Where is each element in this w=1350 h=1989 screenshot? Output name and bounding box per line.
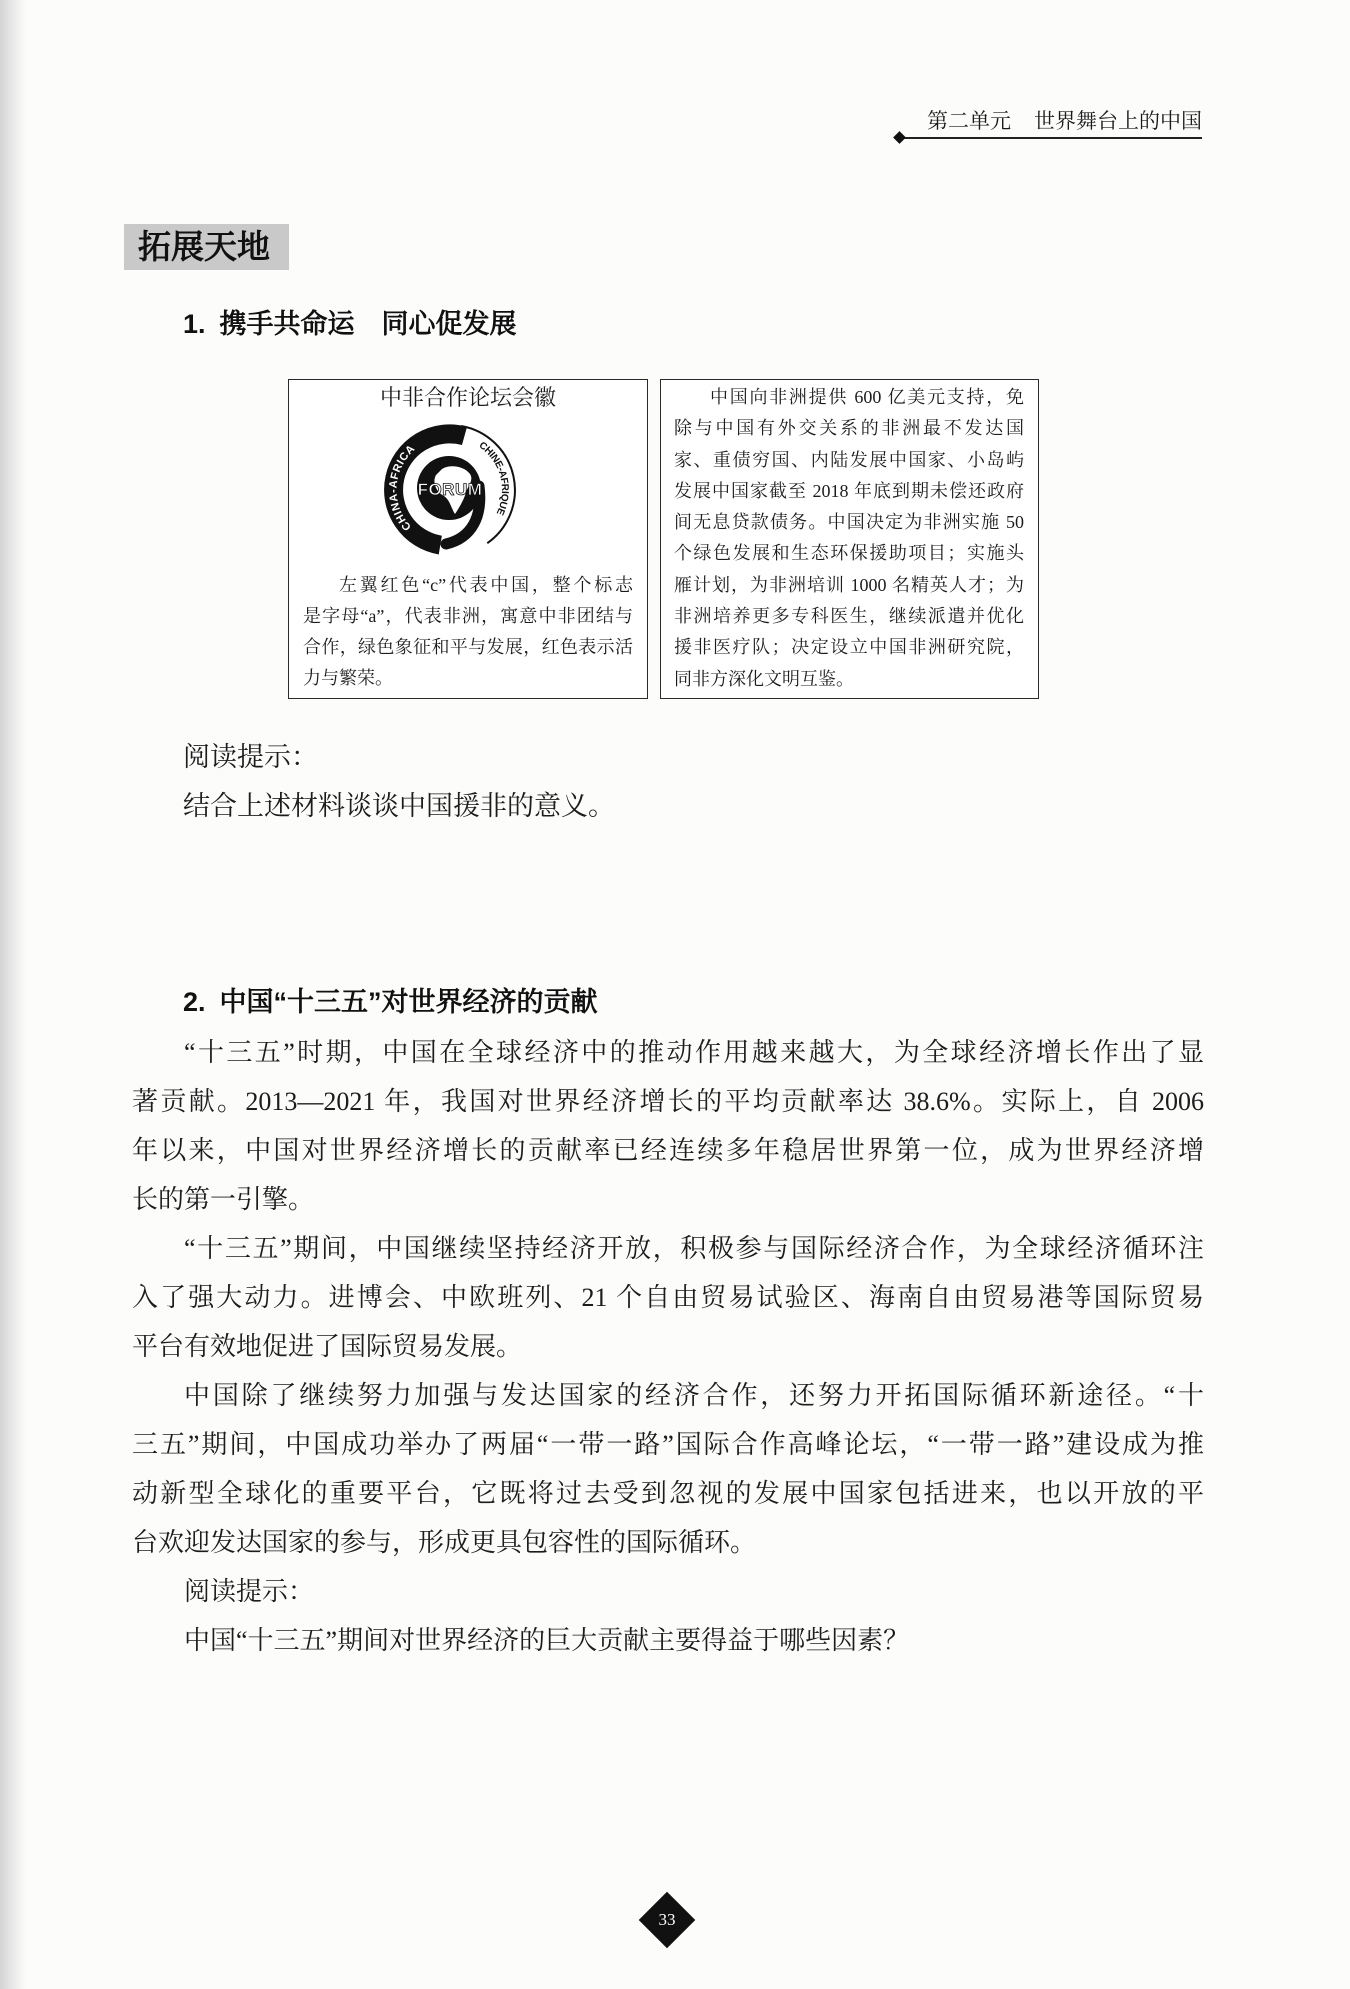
topic2-title: 中国“十三五”对世界经济的贡献 — [219, 987, 598, 1017]
topic2-reading-tip-label: 阅读提示： — [184, 1577, 315, 1606]
aid-card — [660, 379, 1039, 699]
emblem-text-line: 合作，绿色象征和平与发展，红色表示活 — [303, 637, 633, 657]
aid-text-line: 中国向非洲提供 600 亿美元支持，免 — [710, 387, 1024, 407]
section-banner — [124, 224, 289, 270]
topic2-heading — [183, 985, 598, 1019]
topic1-heading — [183, 307, 517, 341]
topic2-body — [132, 1028, 1204, 1665]
aid-text-line: 同非方深化文明互鉴。 — [674, 668, 854, 689]
scan-shadow — [0, 0, 26, 1989]
paragraph1-line: 著贡献。2013—2021 年，我国对世界经济增长的平均贡献率达 38.6%。实际上，自 2006 — [132, 1087, 1204, 1116]
emblem-text-line: 力与繁荣。 — [303, 668, 393, 688]
aid-text-line: 援非医疗队；决定设立中国非洲研究院， — [674, 637, 1024, 658]
paragraph1-line: 年以来，中国对世界经济增长的贡献率已经连续多年稳居世界第一位，成为世界经济增 — [132, 1136, 1204, 1165]
topic1-number: 1. — [183, 309, 206, 339]
aid-text-line: 间无息贷款债务。中国决定为非洲实施 50 — [674, 512, 1024, 533]
paragraph3-line: 动新型全球化的重要平台，它既将过去受到忽视的发展中国家包括进来，也以开放的平 — [132, 1479, 1204, 1508]
paragraph3-line: 台欢迎发达国家的参与，形成更具包容性的国际循环。 — [132, 1528, 757, 1557]
page-number: 33 — [658, 1910, 676, 1929]
aid-text-line: 除与中国有外交关系的非洲最不发达国 — [674, 418, 1024, 439]
paragraph3-line: 三五”期间，中国成功举办了两届“一带一路”国际合作高峰论坛，“一带一路”建设成为推 — [132, 1430, 1204, 1459]
emblem-description — [303, 570, 633, 694]
section-banner-title: 拓展天地 — [138, 228, 270, 265]
emblem-card — [288, 379, 648, 699]
topic2-reading-tip-question: 中国“十三五”期间对世界经济的巨大贡献主要得益于哪些因素？ — [184, 1626, 910, 1655]
aid-description — [674, 382, 1024, 695]
logo-text-chine-afrique-path: CHINE-AFRIQUE — [476, 439, 511, 517]
emblem-card-title: 中非合作论坛会徽 — [379, 385, 556, 410]
paragraph1-line: “十三五”时期，中国在全球经济中的推动作用越来越大，为全球经济增长作出了显 — [184, 1038, 1204, 1067]
logo-text-forum: FORUM — [417, 480, 483, 499]
topic2-number: 2. — [183, 987, 206, 1017]
aid-text-line: 非洲培养更多专科医生，继续派遣并优化 — [674, 606, 1024, 627]
paragraph2-line: “十三五”期间，中国继续坚持经济开放，积极参与国际经济合作，为全球经济循环注 — [184, 1234, 1204, 1263]
paragraph1-line: 长的第一引擎。 — [132, 1185, 315, 1214]
topic1-title: 携手共命运 同心促发展 — [219, 309, 517, 339]
running-header — [927, 108, 1202, 136]
paragraph2-line: 平台有效地促进了国际贸易发展。 — [132, 1332, 523, 1361]
topic1-reading-tip-question: 结合上述材料谈谈中国援非的意义。 — [183, 791, 615, 821]
logo-text-china-africa-path: CHINA-AFRICA — [387, 442, 418, 533]
unit-title: 世界舞台上的中国 — [1034, 110, 1202, 133]
topic1-reading-tip-label: 阅读提示： — [183, 742, 318, 772]
emblem-text-line: 左翼红色“c”代表中国，整个标志 — [339, 575, 633, 595]
aid-text-line: 雁计划，为非洲培训 1000 名精英人才；为 — [674, 574, 1024, 595]
emblem-text-line: 是字母“a”，代表非洲，寓意中非团结与 — [303, 606, 633, 626]
aid-text-line: 发展中国家截至 2018 年底到期未偿还政府 — [674, 480, 1024, 501]
header-rule — [899, 137, 1202, 139]
aid-text-line: 个绿色发展和生态环保援助项目；实施头 — [674, 543, 1024, 564]
unit-label: 第二单元 — [927, 110, 1011, 133]
paragraph3-line: 中国除了继续努力加强与发达国家的经济合作，还努力开拓国际循环新途径。“十 — [184, 1381, 1204, 1410]
paragraph2-line: 入了强大动力。进博会、中欧班列、21 个自由贸易试验区、海南自由贸易港等国际贸易 — [132, 1283, 1204, 1312]
aid-text-line: 家、重债穷国、内陆发展中国家、小岛屿 — [674, 449, 1024, 470]
forum-emblem-logo — [380, 420, 520, 560]
header-diamond-icon — [893, 131, 906, 144]
